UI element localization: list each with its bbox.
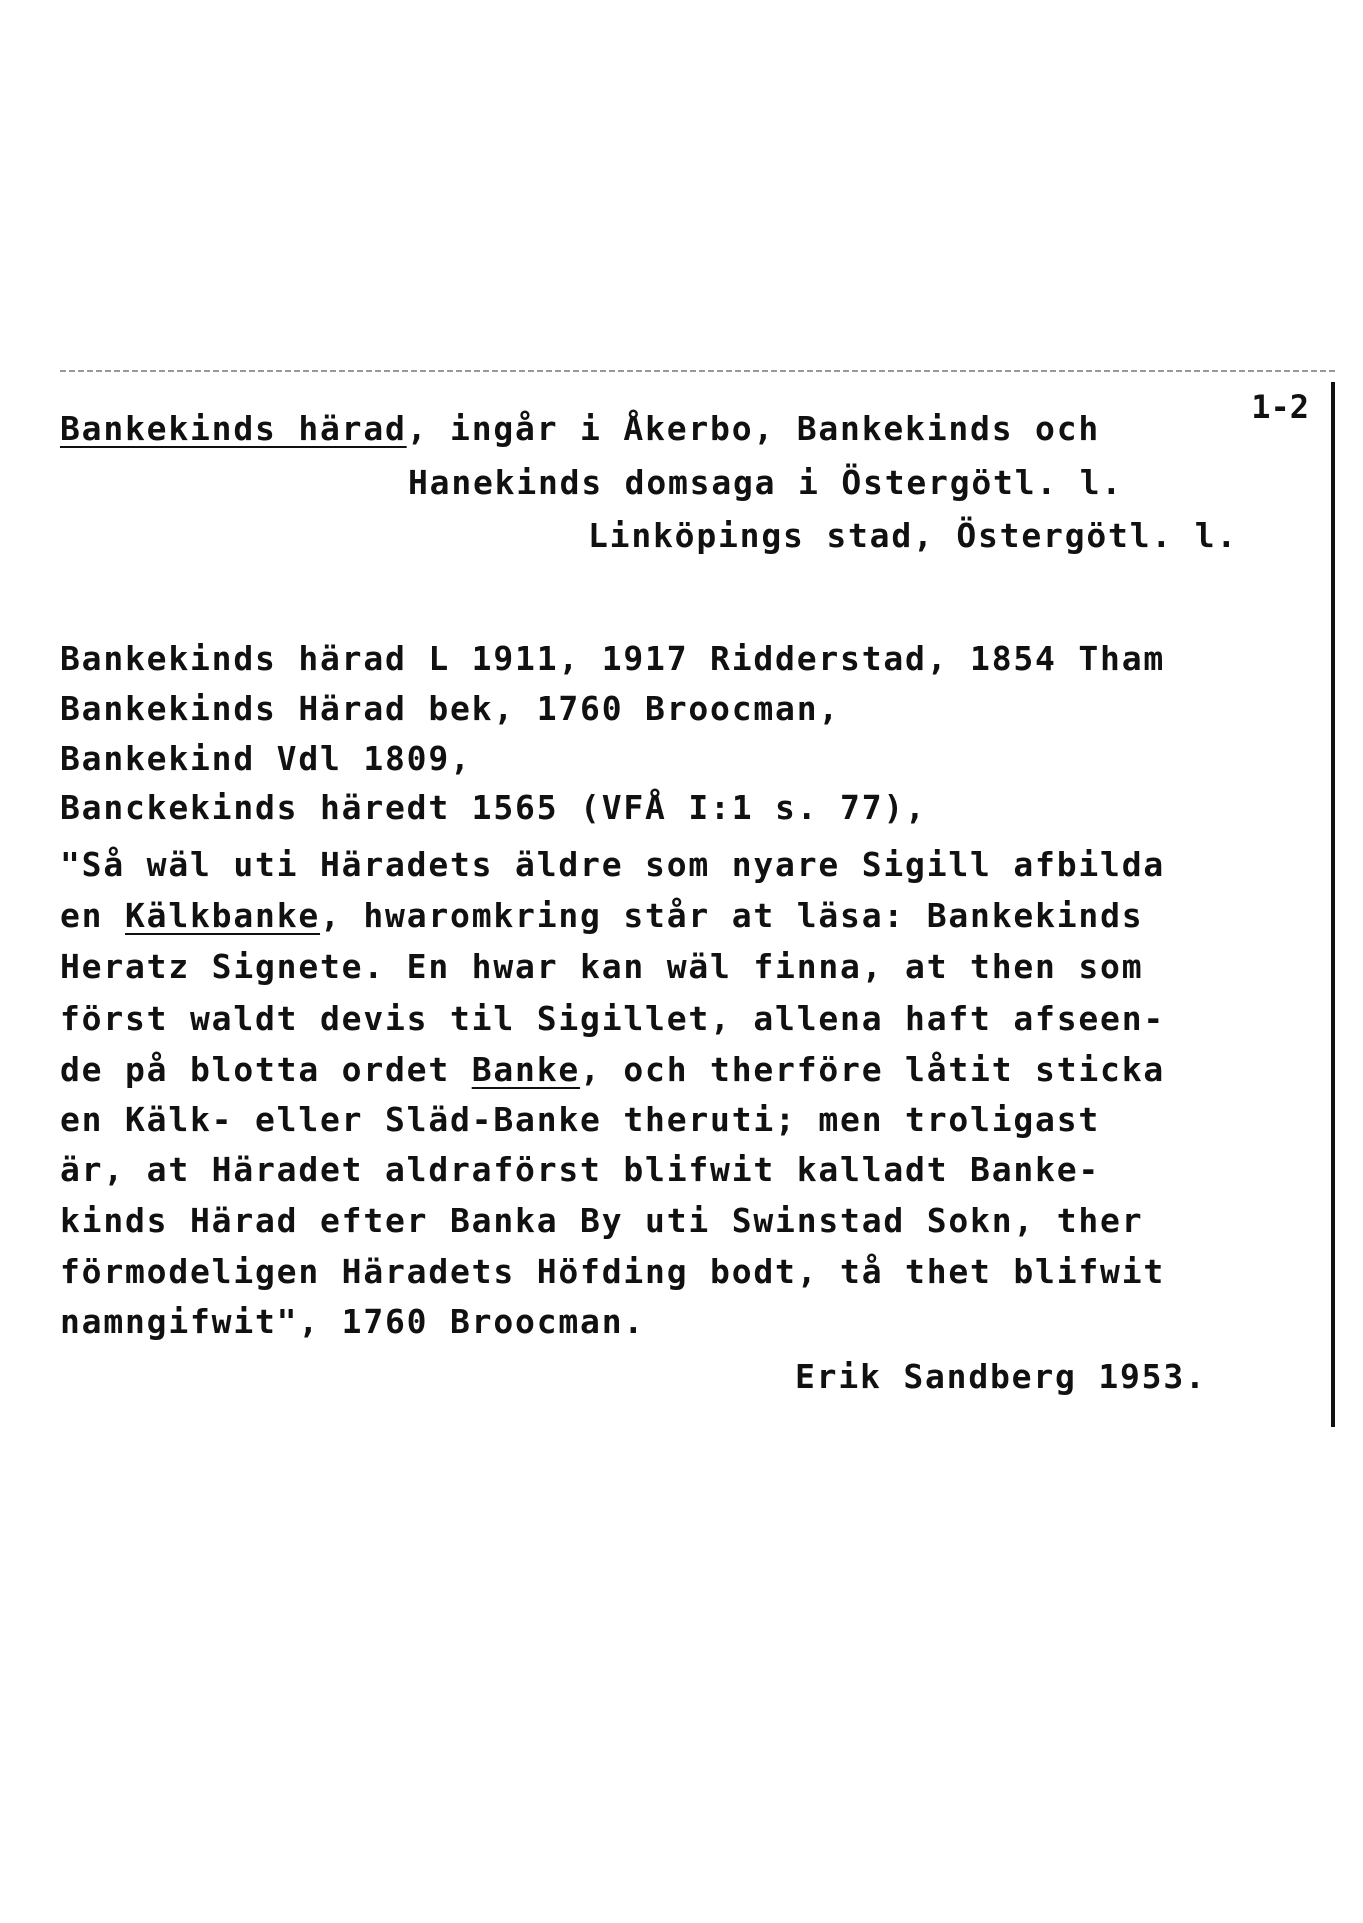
quote-line-4: först waldt devis til Sigillet, allena haft afseen- <box>60 999 1166 1038</box>
quote-line-7: är, at Häradet aldraförst blifwit kalladt Banke- <box>60 1150 1101 1189</box>
quote-line-3: Heratz Signete. En hwar kan wäl finna, at then som <box>60 947 1144 986</box>
headword: Bankekinds härad <box>60 409 407 448</box>
card-right-border <box>1331 382 1335 1427</box>
form-line-3: Bankekind Vdl 1809, <box>60 739 472 778</box>
header-line-1 <box>60 409 1101 448</box>
signature: Erik Sandberg 1953. <box>795 1357 1207 1396</box>
quote-line-5 <box>60 1050 1166 1089</box>
header-line-2: Hanekinds domsaga i Östergötl. l. <box>408 463 1124 502</box>
header-line-3: Linköpings stad, Östergötl. l. <box>588 516 1239 555</box>
quote-line-2 <box>60 896 1144 935</box>
card-number: 1-2 <box>1251 388 1309 426</box>
quote-line-5-a: de på blotta ordet <box>60 1050 472 1089</box>
underlined-kalkbanke: Kälkbanke <box>125 896 321 935</box>
form-line-1: Bankekinds härad L 1911, 1917 Ridderstad, 1854 Tham <box>60 639 1166 678</box>
quote-line-8: kinds Härad efter Banka By uti Swinstad Sokn, ther <box>60 1201 1144 1240</box>
index-card <box>60 370 1335 1430</box>
quote-line-9: förmodeligen Häradets Höfding bodt, tå thet blifwit <box>60 1252 1166 1291</box>
underlined-banke: Banke <box>471 1050 581 1089</box>
quote-line-6: en Kälk- eller Släd-Banke theruti; men troligast <box>60 1100 1101 1139</box>
quote-line-2-b: , hwaromkring står at läsa: Bankekinds <box>320 896 1144 935</box>
card-top-border <box>60 370 1335 372</box>
quote-line-2-a: en <box>60 896 126 935</box>
form-line-2: Bankekinds Härad bek, 1760 Broocman, <box>60 689 841 728</box>
form-line-4: Banckekinds häredt 1565 (VFÅ I:1 s. 77), <box>60 788 927 827</box>
quote-line-1: "Så wäl uti Häradets äldre som nyare Sigill afbilda <box>60 845 1166 884</box>
header-line-1-rest: , ingår i Åkerbo, Bankekinds och <box>406 409 1101 448</box>
quote-line-10: namngifwit", 1760 Broocman. <box>60 1302 646 1341</box>
quote-line-5-b: , och therföre låtit sticka <box>580 1050 1166 1089</box>
